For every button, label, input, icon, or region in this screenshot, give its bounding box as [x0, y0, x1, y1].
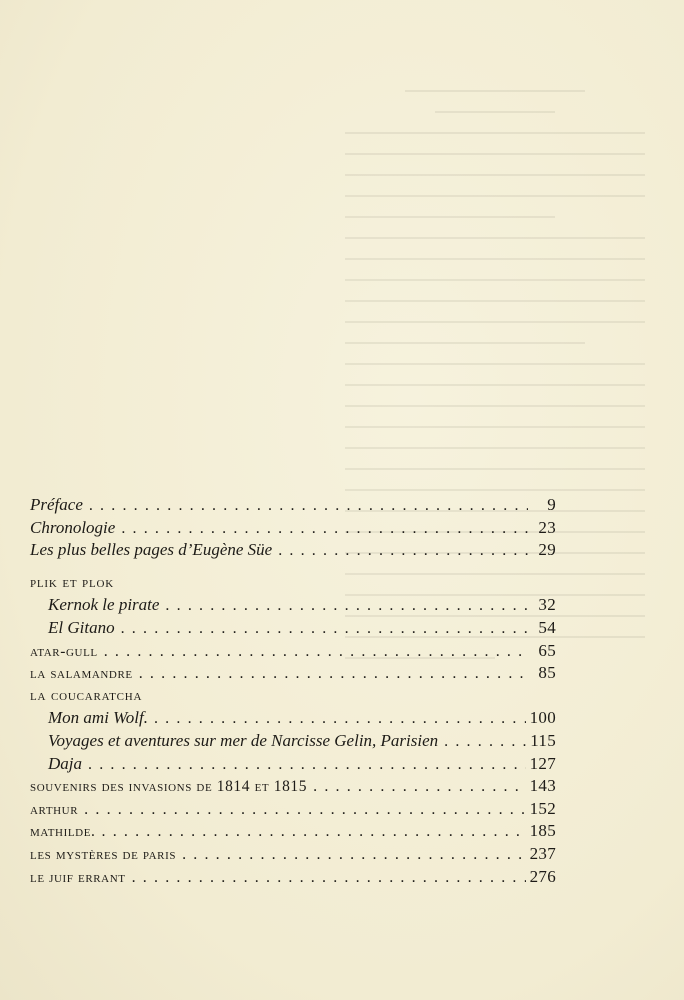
toc-title: Kernok le pirate [48, 595, 160, 615]
dot-leader [132, 867, 526, 890]
toc-entry-atar-gull [30, 640, 556, 663]
toc-entry-mathilde [30, 820, 556, 843]
toc-title: Voyages et aventures sur mer de Narcisse Gelin, Parisien [48, 730, 439, 750]
dot-leader [121, 518, 528, 541]
toc-title: Mon ami Wolf. [48, 708, 148, 728]
toc-entry-voyages-et-aventures [30, 730, 556, 753]
toc-entry-le-juif-errant [30, 866, 556, 889]
toc-page-number: 185 [529, 821, 556, 841]
toc-page-number: 29 [538, 540, 556, 560]
toc-title: Les plus belles pages d’Eugène Süe [30, 540, 273, 560]
dot-leader [139, 663, 528, 686]
dot-leader [313, 776, 525, 799]
dot-leader [121, 618, 528, 641]
toc-entry-les-mysteres-de-paris [30, 843, 556, 866]
toc-page-number: 237 [529, 843, 556, 863]
dot-leader [89, 495, 528, 518]
toc-page-number: 32 [538, 595, 556, 615]
dot-leader [444, 731, 526, 754]
toc-page-number: 85 [538, 663, 556, 683]
toc-entry-daja [30, 753, 556, 776]
dot-leader [278, 540, 528, 563]
toc-entry-la-salamandre [30, 662, 556, 685]
toc-page-number: 143 [529, 776, 556, 796]
dot-leader [104, 641, 528, 664]
toc-page-number: 23 [538, 517, 556, 537]
toc-title: mathilde. [30, 823, 96, 841]
toc-title: souvenirs des invasions de 1814 et 1815 [30, 778, 308, 796]
dot-leader [165, 595, 528, 618]
toc-entry-arthur [30, 798, 556, 821]
toc-entry-preface [30, 494, 556, 517]
toc-page-number: 9 [547, 495, 556, 514]
toc-entry-kernok [30, 594, 556, 617]
toc-entry-belles-pages [30, 539, 556, 562]
toc-title: Daja [48, 753, 82, 773]
toc-title: la salamandre [30, 665, 133, 683]
toc-page-number: 127 [529, 753, 556, 773]
toc-entry-el-gitano [30, 617, 556, 640]
toc-title: arthur [30, 800, 79, 818]
toc-page-number: 65 [538, 640, 556, 660]
toc-page-number: 152 [529, 798, 556, 818]
toc-section-la-coucaratcha: la coucaratcha [30, 686, 143, 704]
toc-page-number: 54 [538, 617, 556, 637]
table-of-contents [30, 494, 556, 888]
toc-title: atar-gull [30, 642, 98, 660]
toc-section-plik-et-plok: plik et plok [30, 573, 114, 591]
toc-page-number: 100 [529, 708, 556, 728]
toc-page-number: 276 [529, 866, 556, 886]
dot-leader [84, 799, 525, 822]
toc-title: El Gitano [48, 617, 115, 637]
dot-leader [88, 754, 526, 777]
toc-entry-souvenirs-des-invasions [30, 775, 556, 798]
dot-leader [102, 821, 526, 844]
toc-page-number: 115 [530, 730, 556, 750]
dot-leader [182, 844, 526, 867]
dot-leader [154, 708, 526, 731]
toc-title: les mystères de paris [30, 845, 177, 863]
toc-title: le juif errant [30, 868, 126, 886]
toc-entry-mon-ami-wolf [30, 707, 556, 730]
toc-entry-chronologie [30, 517, 556, 540]
toc-title: Chronologie [30, 517, 116, 537]
toc-title: Préface [30, 495, 83, 514]
